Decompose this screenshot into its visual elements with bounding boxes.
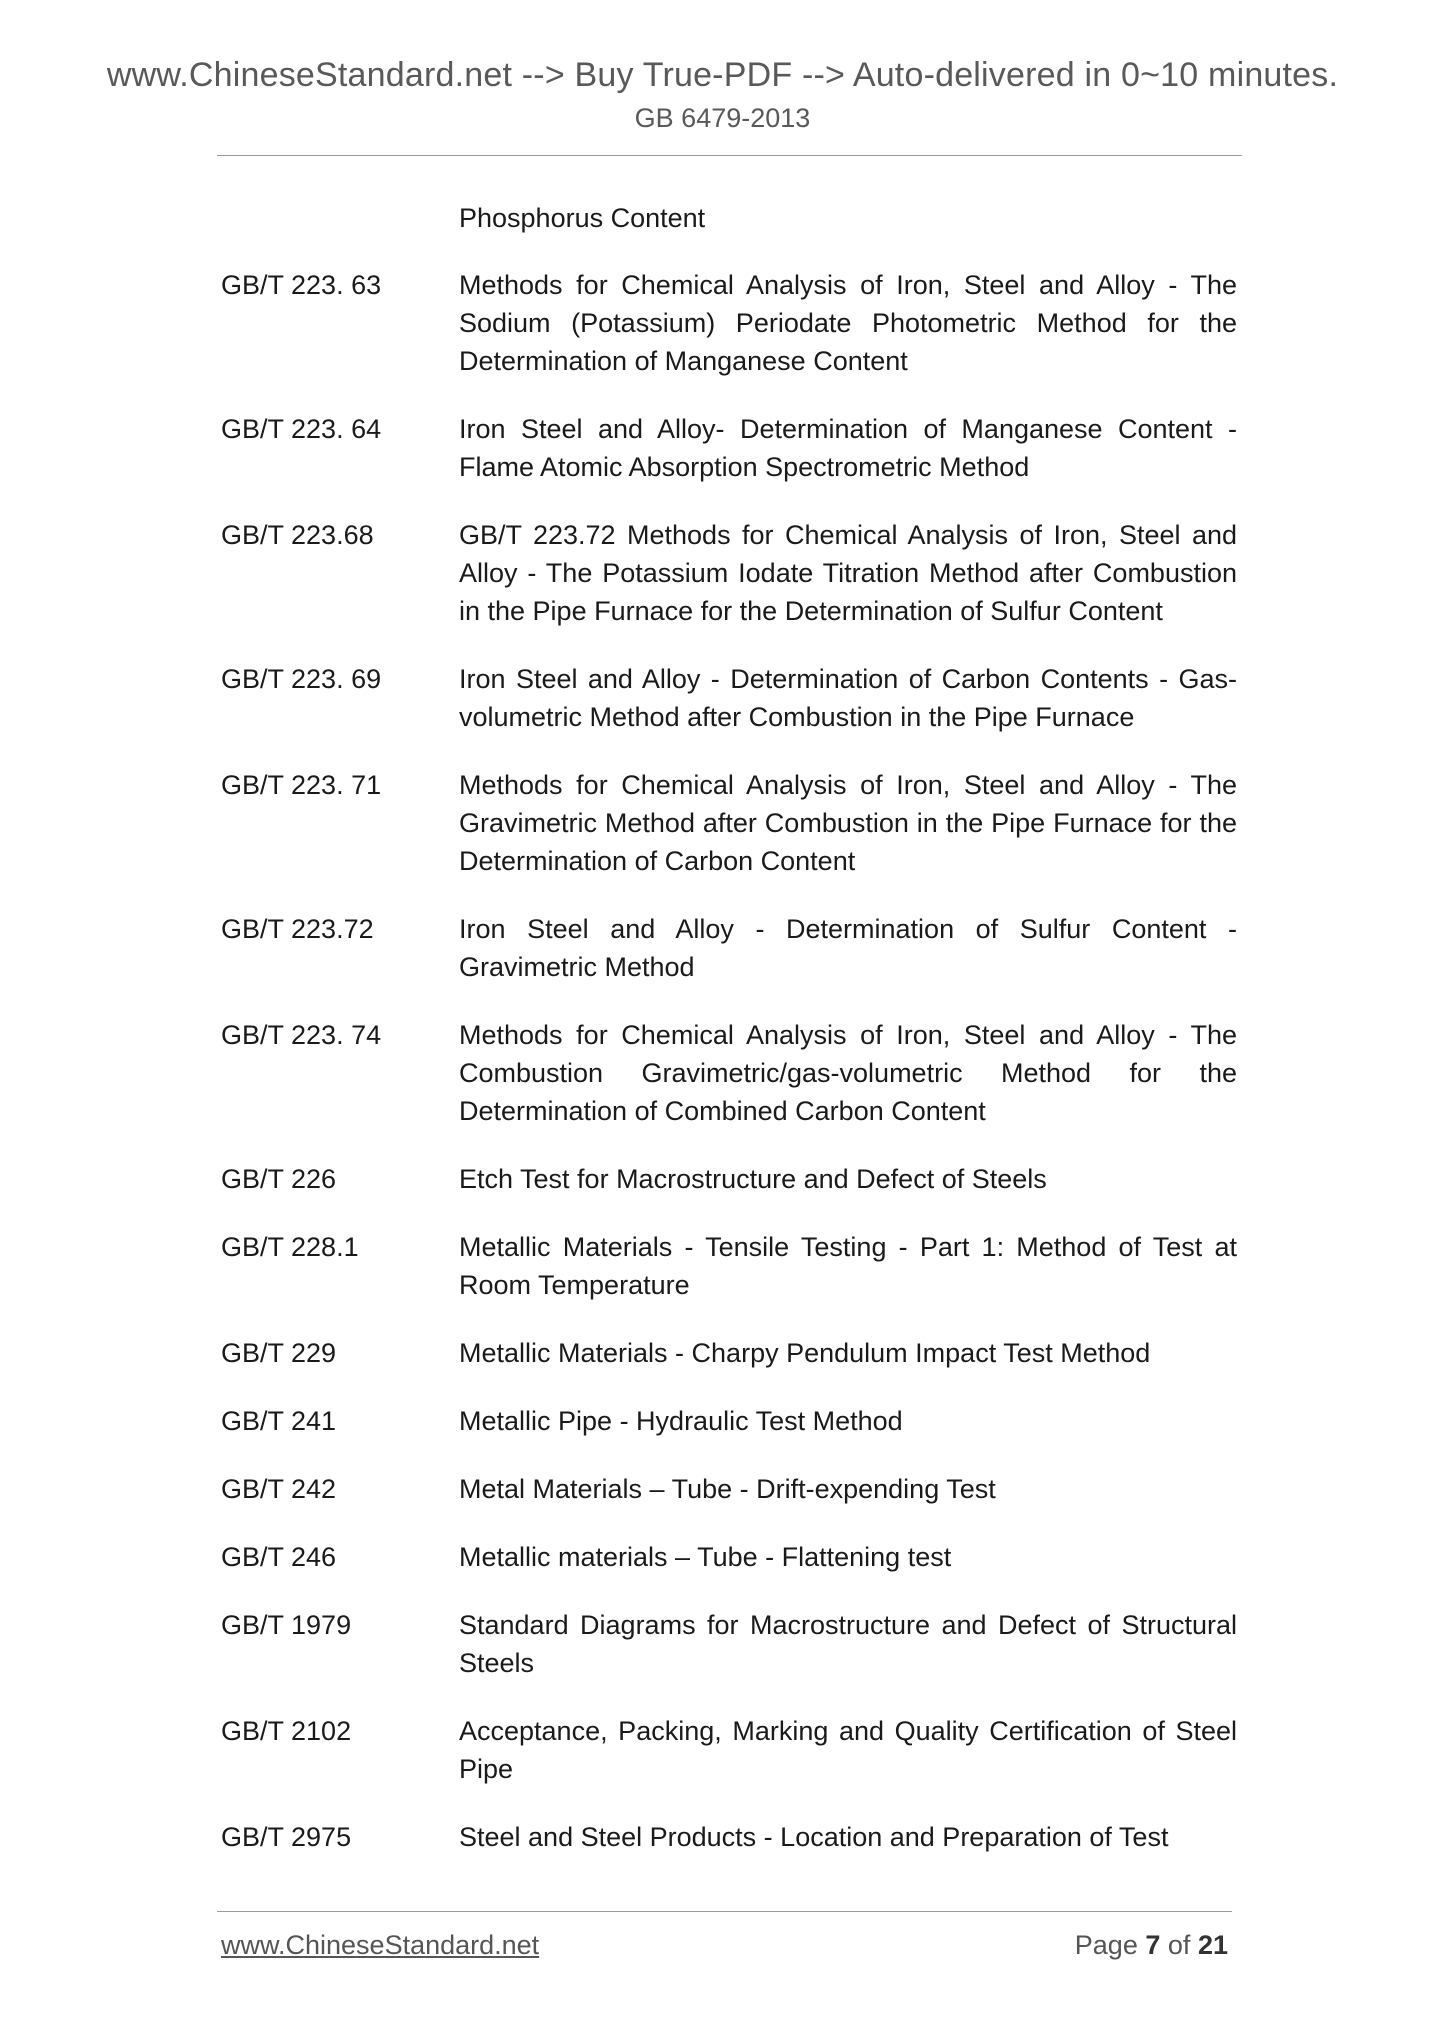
page-current: 7 [1145,1930,1161,1960]
standard-title: Standard Diagrams for Macrostructure and Defect of Structural Steels [459,1610,1237,1678]
standard-title: Iron Steel and Alloy- Determination of Manganese Content - Flame Atomic Absorption Spectrometric Method [459,414,1237,482]
standard-title: GB/T 223.72 Methods for Chemical Analysis of Iron, Steel and Alloy - The Potassium Iodate Titration Method after Combustion in the Pipe Furnace for the Determination of Sulfur Content [459,520,1237,626]
standard-title: Steel and Steel Products - Location and Preparation of Test [459,1822,1169,1852]
standard-code: GB/T 241 [221,1406,337,1436]
document-id: GB 6479-2013 [634,103,811,133]
page-number [1075,1930,1228,1961]
standard-title: Iron Steel and Alloy - Determination of Sulfur Content - Gravimetric Method [459,914,1237,982]
standard-title: Metallic Materials - Charpy Pendulum Impact Test Method [459,1338,1151,1368]
standard-title: Methods for Chemical Analysis of Iron, Steel and Alloy - The Sodium (Potassium) Periodate Photometric Method for the Determination of Manganese Content [459,270,1237,376]
standard-code: GB/T 223.72 [221,914,374,944]
standard-title: Metallic materials – Tube - Flattening test [459,1542,952,1572]
page-total: 21 [1197,1930,1228,1960]
standard-code: GB/T 223.68 [221,520,374,550]
standard-code: GB/T 223. 64 [221,414,382,444]
standard-title: Etch Test for Macrostructure and Defect of Steels [459,1164,1047,1194]
standard-title: Metallic Materials - Tensile Testing - Part 1: Method of Test at Room Temperature [459,1232,1237,1300]
standard-code: GB/T 223. 69 [221,664,382,694]
standard-code: GB/T 229 [221,1338,337,1368]
standard-title: Iron Steel and Alloy - Determination of Carbon Contents - Gas-volumetric Method after Combustion in the Pipe Furnace [459,664,1237,732]
header-divider [217,155,1242,156]
standard-title: Methods for Chemical Analysis of Iron, Steel and Alloy - The Combustion Gravimetric/gas-volumetric Method for the Determination of Combined Carbon Content [459,1020,1237,1126]
standard-title: Metal Materials – Tube - Drift-expending Test [459,1474,996,1504]
standard-code: GB/T 1979 [221,1610,352,1640]
page-of-label: of [1167,1930,1191,1960]
standard-title: Methods for Chemical Analysis of Iron, Steel and Alloy - The Gravimetric Method after Combustion in the Pipe Furnace for the Determination of Carbon Content [459,770,1237,876]
standard-code: GB/T 226 [221,1164,337,1194]
standard-code: GB/T 242 [221,1474,337,1504]
standard-code: GB/T 246 [221,1542,337,1572]
page-label: Page [1074,1930,1138,1960]
footer-divider [217,1911,1232,1912]
standard-code: GB/T 223. 74 [221,1020,382,1050]
header-banner: www.ChineseStandard.net --> Buy True-PDF --> Auto-delivered in 0~10 minutes. [106,56,1339,94]
standard-code: GB/T 2975 [221,1822,352,1852]
standard-code: GB/T 223. 63 [221,270,382,300]
standard-title: Acceptance, Packing, Marking and Quality Certification of Steel Pipe [459,1716,1237,1784]
standard-code: GB/T 223. 71 [221,770,382,800]
standard-title: Metallic Pipe - Hydraulic Test Method [459,1406,903,1436]
standard-title: Phosphorus Content [459,203,706,233]
standard-code: GB/T 2102 [221,1716,352,1746]
standard-code: GB/T 228.1 [221,1232,359,1262]
footer-site-link[interactable]: www.ChineseStandard.net [221,1930,540,1960]
